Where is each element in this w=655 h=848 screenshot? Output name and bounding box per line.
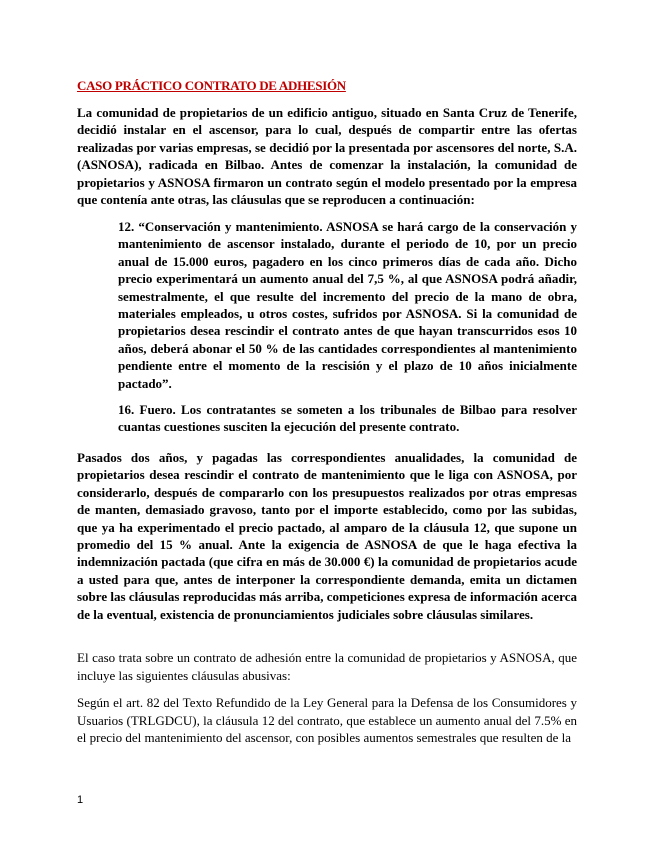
answer-paragraph-analysis: Según el art. 82 del Texto Refundido de la Ley General para la Defensa de los Consumidores y Usuarios (TRLGDCU), la cláusula 12 del contrato, que establece un aumento anual del 7.5% en el precio del mantenimiento del ascensor, con posibles aumentos semestrales que resulten de la — [77, 695, 577, 746]
case-paragraph-question: Pasados dos años, y pagadas las correspondientes anualidades, la comunidad de propietarios desea rescindir el contrato de mantenimiento que le liga con ASNOSA, por considerarlo, después de compararlo con los presupuestos realizados por otras empresas de manten, demasiado gravoso, tanto por el importe establecido, como por las subidas, que ya ha experimentado el precio pactado, al amparo de la cláusula 12, que supone un promedio del 15 % anual. Ante la exigencia de ASNOSA de que le haga efectiva la indemnización pactada (que cifra en más de 30.000 €) la comunidad de propietarios acude a usted para que, antes de interponer la correspondiente demanda, emita un dictamen sobre las cláusulas reproducidas más arriba, competiciones expresa de información acerca de la eventual, existencia de pronunciamientos judiciales sobre cláusulas similares. — [77, 450, 577, 622]
clause-12-quote: 12. “Conservación y mantenimiento. ASNOSA se hará cargo de la conservación y mantenimiento de ascensor instalado, durante el periodo de 10, por un precio anual de 15.000 euros, pagadero en los cinco primeros días de cada año. Dicho precio experimentará un aumento anual del 7,5 %, al que ASNOSA podrá añadir, semestralmente, el que resulte del incremento del precio de la mano de obra, materiales empleados, u otros costes, sufridos por ASNOSA. Si la comunidad de propietarios desea rescindir el contrato antes de que hayan transcurridos esos 10 años, deberá abonar el 50 % de las cantidades correspondientes al mantenimiento pendiente entre el momento de la rescisión y el plazo de 10 años inicialmente pactado”. — [118, 219, 577, 391]
clause-16-quote: 16. Fuero. Los contratantes se someten a los tribunales de Bilbao para resolver cuantas cuestiones susciten la ejecución del presente contrato. — [118, 402, 577, 435]
page-number: 1 — [77, 794, 84, 806]
document-title: CASO PRÁCTICO CONTRATO DE ADHESIÓN — [77, 78, 346, 93]
answer-paragraph-intro: El caso trata sobre un contrato de adhesión entre la comunidad de propietarios y ASNOSA, que incluye las siguientes cláusulas abusivas: — [77, 650, 577, 683]
case-paragraph-intro: La comunidad de propietarios de un edificio antiguo, situado en Santa Cruz de Tenerife, decidió instalar en el ascensor, para lo cual, después de compartir entre las ofertas realizadas por varias empresas, se decidió por la presentada por ascensores del norte, S.A. (ASNOSA), radicada en Bilbao. Antes de comenzar la instalación, la comunidad de propietarios y ASNOSA firmaron un contrato según el modelo presentado por la empresa que contenía ante otras, las cláusulas que se reproducen a continuación: — [77, 105, 577, 208]
